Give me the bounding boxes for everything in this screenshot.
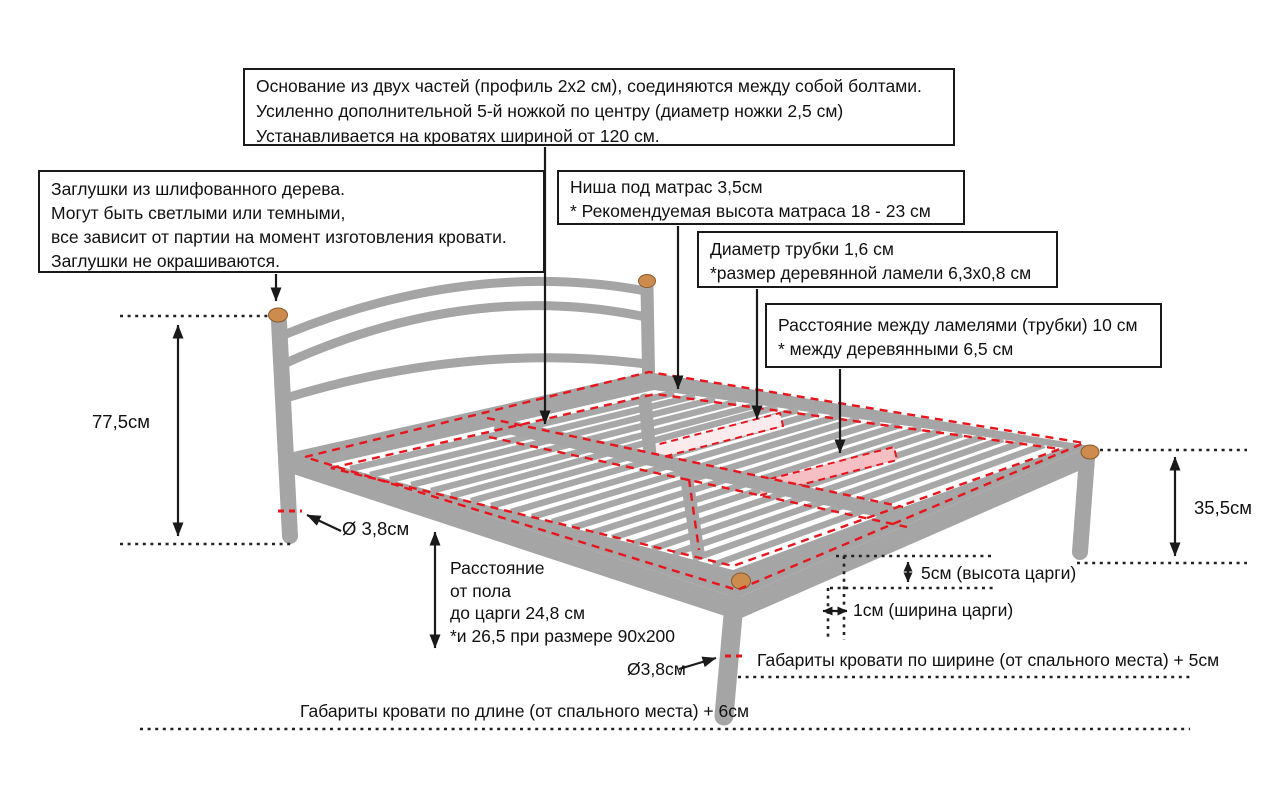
callout-lameli-line2: * между деревянными 6,5 см bbox=[778, 339, 1014, 359]
label-leg-diameter-foot: Ø3,8см bbox=[627, 659, 686, 679]
callout-nisha-line1: Ниша под матрас 3,5см bbox=[570, 177, 763, 197]
callout-diametr-line1: Диаметр трубки 1,6 см bbox=[710, 239, 894, 259]
callout-osnovanie bbox=[243, 68, 955, 146]
leg-foot-far bbox=[1080, 458, 1087, 552]
callout-nisha bbox=[557, 170, 965, 225]
callout-zaglushki bbox=[38, 170, 545, 273]
floor-clearance-line1: Расстояние bbox=[450, 558, 545, 578]
callout-lameli-line1: Расстояние между ламелями (трубки) 10 см bbox=[778, 315, 1138, 335]
callout-osnovanie-line3: Устанавливается на кроватях шириной от 120 см. bbox=[256, 126, 660, 146]
callout-lameli bbox=[765, 303, 1162, 368]
label-leg-diameter-head: Ø 3,8см bbox=[342, 518, 410, 539]
floor-clearance-line2: от пола bbox=[450, 580, 511, 601]
headboard-post-near bbox=[279, 322, 290, 536]
floor-clearance-line3: до царги 24,8 см bbox=[450, 603, 586, 623]
label-foot-height: 35,5см bbox=[1194, 497, 1252, 518]
callout-zaglushki-line4: Заглушки не окрашиваются. bbox=[51, 251, 281, 271]
label-headboard-height: 77,5см bbox=[92, 411, 150, 432]
callout-zaglushki-line2: Могут быть светлыми или темными, bbox=[51, 203, 346, 223]
leader-diameter-head-leg bbox=[307, 515, 341, 531]
wood-plug-foot-near bbox=[732, 573, 751, 589]
label-overall-width: Габариты кровати по ширине (от спального места) + 5см bbox=[757, 650, 1220, 670]
callout-nisha-line2: * Рекомендуемая высота матраса 18 - 23 см bbox=[570, 201, 931, 221]
callout-osnovanie-line2: Усиленно дополнительной 5-й ножкой по центру (диаметр ножки 2,5 см) bbox=[256, 101, 844, 121]
callout-diametr-line2: *размер деревянной ламели 6,3х0,8 см bbox=[710, 263, 1032, 283]
label-tsarga-height: 5см (высота царги) bbox=[921, 563, 1077, 583]
callout-zaglushki-line1: Заглушки из шлифованного дерева. bbox=[51, 179, 346, 199]
label-tsarga-width: 1см (ширина царги) bbox=[853, 600, 1014, 620]
wood-plug-head-near bbox=[269, 308, 288, 322]
leg-head-far-lower bbox=[645, 400, 650, 455]
label-overall-length: Габариты кровати по длине (от спального места) + 6см bbox=[300, 701, 749, 721]
callout-zaglushki-line3: все зависит от партии на момент изготовления кровати. bbox=[51, 227, 507, 247]
callout-diametr-trubki bbox=[697, 231, 1058, 288]
wood-plug-foot-far bbox=[1081, 445, 1099, 459]
label-floor-clearance bbox=[450, 557, 675, 647]
wood-plug-head-far bbox=[639, 275, 656, 288]
callout-osnovanie-line1: Основание из двух частей (профиль 2х2 см), соединяются между собой болтами. bbox=[256, 76, 922, 96]
floor-clearance-line4: *и 26,5 при размере 90х200 bbox=[450, 625, 676, 646]
